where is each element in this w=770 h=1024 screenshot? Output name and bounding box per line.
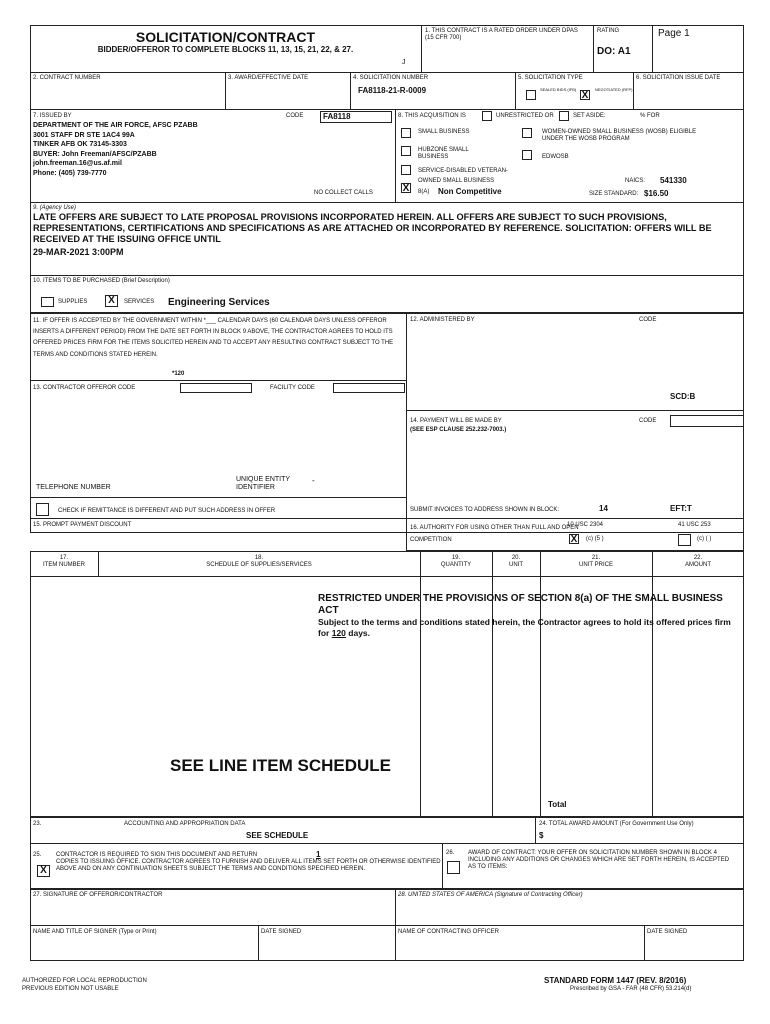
- sealed-bids-checkbox[interactable]: [526, 90, 536, 100]
- percent-for-label: % FOR: [640, 113, 660, 119]
- issued-by-line-6: Phone: (405) 739-7770: [33, 169, 107, 177]
- negotiated-label: NEGOTIATED (RFP): [595, 87, 633, 92]
- supplies-label: SUPPLIES: [58, 299, 88, 305]
- facility-code-field[interactable]: [333, 383, 405, 393]
- block24-label: 24. TOTAL AWARD AMOUNT (For Government Use Only): [539, 821, 694, 827]
- block23-label: 23.: [33, 821, 42, 827]
- unrestricted-label: UNRESTRICTED OR: [496, 113, 554, 119]
- price-hold-terms: [318, 617, 738, 639]
- terms-days: 120: [331, 628, 346, 638]
- services-label: SERVICES: [124, 299, 155, 305]
- block25-text-a: CONTRACTOR IS REQUIRED TO SIGN THIS DOCUMENT AND RETURN: [56, 852, 258, 858]
- payment-code-field[interactable]: [670, 415, 744, 427]
- issued-by-line-4: BUYER: John Freeman/AFSC/PZABB: [33, 150, 157, 158]
- block26-checkbox[interactable]: [447, 861, 460, 874]
- small-business-checkbox[interactable]: [401, 128, 411, 138]
- items-description: Engineering Services: [168, 297, 270, 308]
- issued-by-line-2: 3001 STAFF DR STE 1AC4 99A: [33, 131, 135, 139]
- uei-label: UNIQUE ENTITY IDENTIFIER: [236, 476, 290, 491]
- offeror-signature-field[interactable]: [30, 899, 395, 925]
- solicitation-type-label: 5. SOLICITATION TYPE: [518, 75, 583, 81]
- block12-label: 12. ADMINISTERED BY: [410, 317, 475, 323]
- block25-checkbox[interactable]: X: [37, 865, 50, 877]
- usc2304-label: 10 USC 2304: [567, 522, 604, 528]
- offer-deadline: 29-MAR-2021 3:00PM: [33, 247, 124, 257]
- block13-label: 13. CONTRACTOR OFFEROR CODE: [33, 385, 136, 391]
- sealed-bids-label: SEALED BIDS (IFB): [540, 87, 577, 92]
- issued-by-code-label: CODE: [286, 113, 304, 119]
- block26-text: AWARD OF CONTRACT: YOUR OFFER ON SOLICITATION NUMBER SHOWN IN BLOCK 4 INCLUDING ANY ADDITIONS OR CHANGES WHICH ARE SET FORTH HEREIN, IS ACCEPTED AS TO ITEMS:: [468, 850, 730, 870]
- block10-label: 10. ITEMS TO BE PURCHASED (Brief Description): [33, 278, 170, 284]
- terms-prefix: Subject to the terms and conditions stated herein, the Contractor agrees to hold its offered prices firm for: [318, 617, 731, 638]
- eight-a-label: 8(A): [418, 189, 430, 195]
- issued-by-address: [33, 121, 198, 178]
- solicitation-number: FA8118-21-R-0009: [358, 86, 427, 95]
- block28-label: 28. UNITED STATES OF AMERICA (Signature of Contracting Officer): [398, 892, 583, 898]
- see-line-item-schedule: SEE LINE ITEM SCHEDULE: [170, 756, 392, 775]
- block25-text-b: COPIES TO ISSUING OFFICE. CONTRACTOR AGREES TO FURNISH AND DELIVER ALL ITEMS SET FORTH OR OTHERWISE IDENTIFIED ABOVE AND ON ANY CONTINUATION SHEETS SUBJECT THE TERMS AND CONDITIONS SPECIFIED HEREIN.: [56, 859, 441, 872]
- accounting-data: SEE SCHEDULE: [246, 831, 309, 840]
- total-award-amount: $: [539, 831, 544, 840]
- edwosb-label: EDWOSB: [542, 154, 569, 160]
- usc253-label: 41 USC 253: [678, 522, 711, 528]
- issued-by-line-3: TINKER AFB OK 73145-3303: [33, 141, 127, 148]
- usc2304-detail: (c) (5 ): [586, 536, 604, 542]
- eight-a-value: Non Competitive: [438, 187, 502, 196]
- block16-label: 16. AUTHORITY FOR USING OTHER THAN FULL AND OPEN COMPETITION: [410, 525, 579, 543]
- issue-date-label: 6. SOLICITATION ISSUE DATE: [636, 75, 721, 81]
- issued-by-label: 7. ISSUED BY: [33, 113, 72, 119]
- block14-label: 14. PAYMENT WILL BE MADE BY: [410, 418, 502, 424]
- footer-reproduction: AUTHORIZED FOR LOCAL REPRODUCTION: [22, 978, 147, 984]
- wosb-checkbox[interactable]: [522, 128, 532, 138]
- edwosb-checkbox[interactable]: [522, 150, 532, 160]
- contract-number-label: 2. CONTRACT NUMBER: [33, 75, 101, 81]
- officer-name-label: NAME OF CONTRACTING OFFICER: [398, 929, 499, 935]
- total-label: Total: [548, 800, 567, 809]
- date-signed-label: DATE SIGNED: [261, 929, 302, 935]
- block1-label: 1. THIS CONTRACT IS A RATED ORDER UNDER DPAS (15 CFR 700): [425, 28, 578, 41]
- block23-title: ACCOUNTING AND APPROPRIATION DATA: [124, 821, 246, 827]
- j-mark: J: [402, 59, 406, 66]
- form-prescribed: Prescribed by GSA - FAR (48 CFR) 53.214(d): [570, 986, 692, 992]
- usc253-detail: (c) ( ): [697, 536, 712, 542]
- footer-previous-edition: PREVIOUS EDITION NOT USABLE: [22, 986, 119, 992]
- invoice-block: 14: [599, 504, 608, 513]
- services-checkbox[interactable]: X: [105, 295, 118, 307]
- block25-copies: 1: [316, 850, 321, 859]
- uei-dash: -: [312, 476, 315, 485]
- negotiated-checkbox[interactable]: X: [581, 90, 589, 101]
- unrestricted-checkbox[interactable]: [482, 111, 492, 121]
- block9-text: LATE OFFERS ARE SUBJECT TO LATE PROPOSAL PROVISIONS INCORPORATED HEREIN. ALL OFFERS ARE SUBJECT TO SUCH PROVISIONS, REPRESENTATIONS, CERTIFICATIONS AND SPECIFICATIONS AS ARE ATTACHED OR INCORPORATED BY REFERENCE. SOLICITATION: OFFERS WILL BE RECEIVED AT THE ISSUING OFFICE UNTIL: [33, 212, 712, 244]
- scd-value: SCD:B: [670, 392, 696, 401]
- set-aside-label: SET ASIDE:: [573, 113, 606, 119]
- solicitation-number-label: 4. SOLICITATION NUMBER: [353, 75, 429, 81]
- form-title: SOLICITATION/CONTRACT: [135, 29, 316, 45]
- eft-value: EFT:T: [670, 504, 692, 513]
- col-unit-price: 21. UNIT PRICE: [579, 555, 613, 568]
- page-number: Page 1: [658, 28, 690, 39]
- usc253-checkbox[interactable]: [678, 534, 691, 546]
- payment-clause: (SEE ESP CLAUSE 252.232-7003.): [410, 427, 507, 433]
- sdvosb-label: SERVICE-DISABLED VETERAN-OWNED SMALL BUSINESS: [418, 168, 508, 184]
- issued-by-line-1: DEPARTMENT OF THE AIR FORCE, AFSC PZABB: [33, 122, 198, 129]
- telephone-label: TELEPHONE NUMBER: [36, 484, 111, 491]
- facility-code-label: FACILITY CODE: [270, 385, 315, 391]
- usc2304-checkbox[interactable]: X: [570, 534, 578, 545]
- officer-signature-field[interactable]: [395, 899, 744, 925]
- rating-value: DO: A1: [597, 46, 631, 57]
- col-amount: 22. AMOUNT: [685, 555, 711, 568]
- hubzone-label: HUBZONE SMALL BUSINESS: [418, 147, 469, 160]
- size-standard-value: $16.50: [644, 189, 669, 198]
- sdvosb-checkbox[interactable]: [401, 165, 411, 175]
- col-unit: 20. UNIT: [509, 555, 523, 568]
- block25-label: 25.: [33, 852, 42, 858]
- hubzone-checkbox[interactable]: [401, 146, 411, 156]
- eight-a-checkbox[interactable]: X: [402, 183, 410, 194]
- size-standard-label: SIZE STANDARD:: [589, 191, 639, 197]
- invoice-label: SUBMIT INVOICES TO ADDRESS SHOWN IN BLOCK:: [410, 507, 560, 513]
- block12-code-label: CODE: [639, 317, 657, 323]
- block14-code-label: CODE: [639, 418, 657, 424]
- schedule-table: [30, 551, 744, 817]
- contractor-code-field[interactable]: [180, 383, 252, 393]
- restricted-notice: RESTRICTED UNDER THE PROVISIONS OF SECTION 8(a) OF THE SMALL BUSINESS ACT: [318, 593, 723, 616]
- col-schedule: 18. SCHEDULE OF SUPPLIES/SERVICES: [206, 555, 312, 568]
- col-item-number: 17. ITEM NUMBER: [43, 555, 85, 568]
- remittance-checkbox[interactable]: [36, 503, 49, 516]
- remittance-label: CHECK IF REMITTANCE IS DIFFERENT AND PUT SUCH ADDRESS IN OFFER: [58, 508, 276, 514]
- rating-label: RATING: [597, 28, 620, 34]
- award-date-label: 3. AWARD/EFFECTIVE DATE: [228, 75, 309, 81]
- wosb-label: WOMEN-OWNED SMALL BUSINESS (WOSB) ELIGIBLE UNDER THE WOSB PROGRAM: [542, 129, 697, 142]
- block11-text: 11. IF OFFER IS ACCEPTED BY THE GOVERNMENT WITHIN *___ CALENDAR DAYS (60 CALENDAR DAYS UNLESS OFFEROR INSERTS A DIFFERENT PERIOD) FROM THE DATE SET FORTH IN BLOCK 9 ABOVE, THE CONTRACTOR AGREES TO HOLD ITS OFFERED PRICES FIRM FOR THE ITEMS SOLICITED HEREIN AND TO ACCEPT ANY RESULTING CONTRACT SUBJECT TO THE TERMS AND CONDITIONS STATED HEREIN.: [33, 318, 394, 358]
- signer-name-label: NAME AND TITLE OF SIGNER (Type or Print): [33, 929, 157, 935]
- col-quantity: 19. QUANTITY: [440, 555, 472, 568]
- issued-by-code: FA8118: [320, 111, 392, 123]
- form-subtitle: BIDDER/OFFEROR TO COMPLETE BLOCKS 11, 13, 15, 21, 22, & 27.: [97, 45, 354, 54]
- set-aside-checkbox[interactable]: [559, 111, 569, 121]
- naics-label: NAICS:: [625, 178, 646, 184]
- issued-by-line-5: john.freeman.16@us.af.mil: [33, 160, 122, 167]
- supplies-checkbox[interactable]: [41, 297, 54, 307]
- terms-suffix: days.: [348, 628, 371, 638]
- acquisition-label: 8. THIS ACQUISITION IS: [398, 113, 466, 119]
- form-number: STANDARD FORM 1447 (REV. 8/2016): [544, 976, 687, 985]
- block9-label: 9. (Agency Use): [33, 205, 77, 211]
- block11-days: *120: [172, 371, 185, 377]
- date-signed-2-label: DATE SIGNED: [647, 929, 688, 935]
- block27-label: 27. SIGNATURE OF OFFEROR/CONTRACTOR: [33, 892, 163, 898]
- block15-label: 15. PROMPT PAYMENT DISCOUNT: [33, 522, 132, 528]
- block26-label: 26.: [446, 850, 455, 856]
- small-business-label: SMALL BUSINESS: [418, 129, 470, 135]
- naics-value: 541330: [660, 176, 687, 185]
- no-collect-calls: NO COLLECT CALLS: [314, 190, 373, 196]
